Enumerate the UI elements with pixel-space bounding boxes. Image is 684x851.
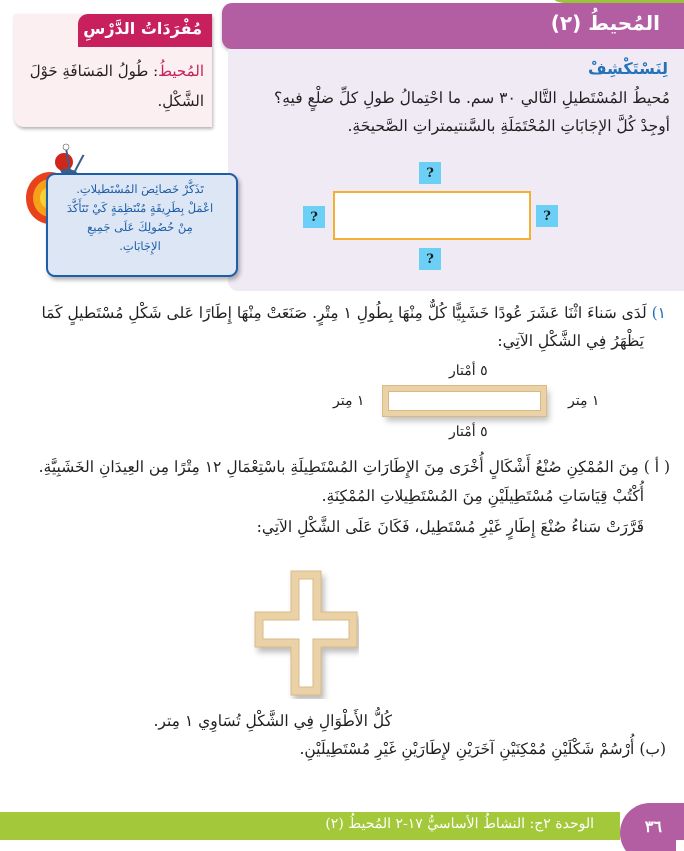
- part-b-line: [299, 740, 666, 758]
- tip-line: الإِجَابَاتِ.: [119, 239, 161, 253]
- unknown-side-left-marker: ?: [303, 206, 325, 228]
- tip-line: اعْمَلْ بِطَرِيقَةٍ مُنْتَظِمَةٍ كَيْ تَتَأَكَّدَ: [66, 201, 214, 215]
- part-a-line-2: أُكْتُبْ قِيَاسَاتِ مُسْتَطِيلَيْنِ مِنَ المُسْتَطِيلاتِ المُمْكِنَةِ.: [321, 487, 644, 505]
- unknown-side-bottom-marker: ?: [419, 248, 441, 270]
- tip-line: مِنْ حُصُولِكَ عَلَى جَمِيعِ: [87, 220, 193, 234]
- question-1-number: ١): [651, 304, 666, 322]
- unknown-side-top-marker: ?: [419, 162, 441, 184]
- vocabulary-card: [14, 14, 212, 127]
- part-a-line-3: قَرَّرَتْ سَناءُ صُنْعَ إِطَارٍ غَيْرِ مُسْتَطِيل، فَكَانَ عَلَى الشَّكْلِ الآتِي:: [256, 518, 644, 536]
- explore-panel: [228, 49, 684, 291]
- cross-shaped-wooden-frame: [249, 567, 359, 699]
- lesson-title: المُحيطُ (٢): [550, 11, 660, 35]
- frame-right-label: ١ مِتر: [568, 393, 600, 409]
- vocabulary-definition: [20, 56, 204, 116]
- page-number: ٣٦: [644, 817, 662, 836]
- part-b-text: أُرْسُمْ شَكْلَيْنِ مُمْكِنَيْنِ آخَرَيْنِ لإِطَارَيْنِ غَيْرِ مُسْتَطِيلَيْنِ.: [299, 740, 635, 758]
- frame-top-label: ٥ أمْتار: [449, 363, 488, 379]
- part-a-line-1: [39, 458, 670, 476]
- frame-bottom-label: ٥ أمْتار: [449, 424, 488, 440]
- frame-left-label: ١ مِتر: [333, 393, 365, 409]
- part-a-text: مِنَ المُمْكِنِ صُنْعُ أَشْكَالٍ أُخْرَى مِنَ الإِطَارَاتِ المُسْتَطِيلَةِ باسْتِعْمَالِ ١٢ مِتْرًا مِن العِيدَانِ الخَشَبِيَّةِ.: [38, 458, 639, 476]
- explore-question-line-2: أوجِدْ كُلَّ الإجَابَاتِ المُحْتَمَلَةِ بالسَّنتيمتراتِ الصَّحيحَةِ.: [347, 117, 670, 135]
- tip-box: [46, 173, 238, 277]
- part-b-label: (ب): [639, 740, 666, 758]
- vocabulary-header: [78, 14, 212, 47]
- wooden-rectangle-frame: [383, 386, 546, 416]
- unknown-side-right-marker: ?: [536, 205, 558, 227]
- explore-heading: لِنَسْتَكْشِفْ: [588, 59, 668, 78]
- question-1-line-1: [41, 304, 666, 322]
- unknown-rectangle-figure: [333, 191, 531, 240]
- lesson-header: [222, 3, 684, 49]
- vocabulary-definition-text: : طُولُ المَسَافَةِ حَوْلَ الشَّكْلِ.: [29, 62, 204, 110]
- vocabulary-heading: مُفْرَدَاتُ الدَّرْسِ: [83, 19, 202, 38]
- tip-line: تَذَكَّرْ خَصائِصَ المُسْتَطيلاتِ.: [76, 182, 204, 196]
- question-1-text: لَدَى سَناءَ اثْنَا عَشَرَ عُودًا خَشَبِيًّا كُلٌّ مِنْهَا بِطُولِ ١ مِتْرٍ. صَنَعَتْ مِنْهَا إِطَارًا عَلى شَكْلِ مُسْتَطيلٍ كَمَا: [41, 304, 647, 322]
- vocabulary-term: المُحيطُ: [158, 62, 204, 80]
- explore-question-line-1: مُحيطُ المُسْتَطيلِ التَّالي ٣٠ سم. ما احْتِمالُ طولِ كلِّ ضلْعٍ فيهِ؟: [274, 89, 670, 107]
- part-a-label: ( أ ): [643, 458, 670, 476]
- footer-corner: [676, 840, 684, 851]
- question-1-line-2: يَظْهَرُ فِي الشَّكْلِ الآتِي:: [497, 332, 644, 350]
- tip-text: [54, 180, 226, 256]
- footer-caption: الوحدة ٢ج: النشاطُ الأساسيُّ ١٧-٢ المُحيطُ (٢): [325, 816, 594, 832]
- part-a-line-4: كُلُّ الأَطْوَالِ فِي الشَّكْلِ تُسَاوِي ١ مِتر.: [153, 712, 392, 730]
